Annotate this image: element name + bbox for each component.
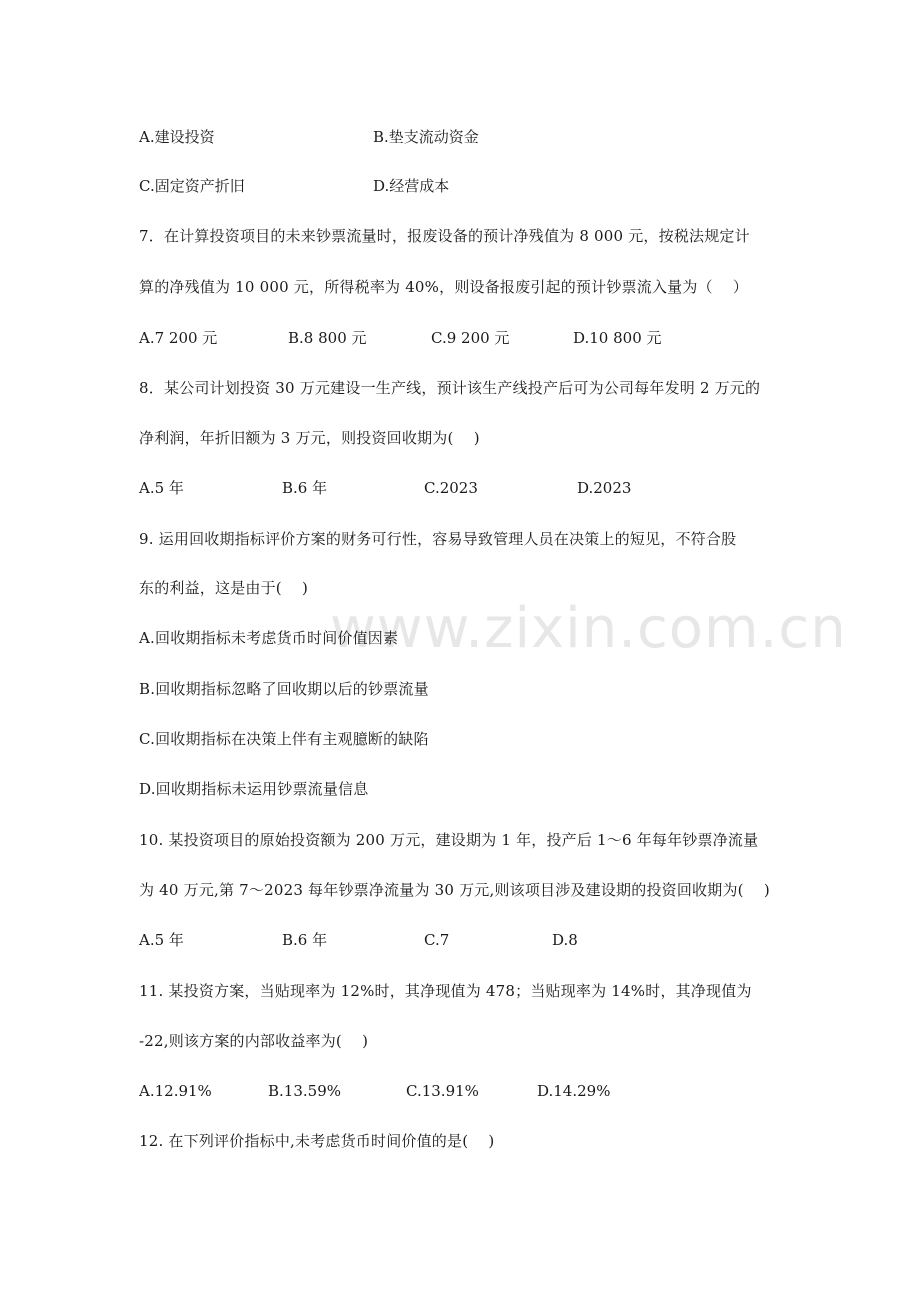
q8-option-c: C.2023 <box>424 479 478 497</box>
q9-option-c: C.回收期指标在决策上伴有主观臆断的缺陷 <box>139 730 429 748</box>
q9-option-d: D.回收期指标未运用钞票流量信息 <box>139 780 369 798</box>
q8-option-b: B.6 年 <box>282 479 328 497</box>
q7-option-a: A.7 200 元 <box>139 329 218 347</box>
q6-option-b: B.垫支流动资金 <box>373 128 479 146</box>
q9-text-line1: 9. 运用回收期指标评价方案的财务可行性，容易导致管理人员在决策上的短见，不符合股 <box>139 530 737 548</box>
q10-option-b: B.6 年 <box>282 931 328 949</box>
q10-option-c: C.7 <box>424 931 450 949</box>
q6-option-c: C.固定资产折旧 <box>139 177 245 195</box>
q10-text-line1: 10. 某投资项目的原始投资额为 200 万元，建设期为 1 年，投产后 1～6 年每年钞票净流量 <box>139 831 759 849</box>
q11-option-d: D.14.29% <box>537 1082 611 1100</box>
q11-option-c: C.13.91% <box>406 1082 479 1100</box>
q8-option-a: A.5 年 <box>139 479 184 497</box>
q7-text-line2: 算的净残值为 10 000 元，所得税率为 40%，则设备报废引起的预计钞票流入量为（ ） <box>139 278 749 296</box>
q12-text-line1: 12. 在下列评价指标中,未考虑货币时间价值的是( ) <box>139 1132 495 1150</box>
q8-text-line1: 8．某公司计划投资 30 万元建设一生产线，预计该生产线投产后可为公司每年发明 2 万元的 <box>139 379 761 397</box>
q7-option-c: C.9 200 元 <box>431 329 510 347</box>
q9-option-a: A.回收期指标未考虑货币时间价值因素 <box>139 629 399 647</box>
q9-text-line2: 东的利益，这是由于( ) <box>139 579 309 597</box>
q6-option-d: D.经营成本 <box>373 177 450 195</box>
q8-text-line2: 净利润，年折旧额为 3 万元，则投资回收期为( ) <box>139 429 480 447</box>
q11-option-a: A.12.91% <box>139 1082 212 1100</box>
q11-text-line1: 11. 某投资方案，当贴现率为 12%时，其净现值为 478；当贴现率为 14%时，其净现值为 <box>139 982 752 1000</box>
q10-option-d: D.8 <box>552 931 578 949</box>
q9-option-b: B.回收期指标忽略了回收期以后的钞票流量 <box>139 680 429 698</box>
q7-option-d: D.10 800 元 <box>573 329 662 347</box>
q11-text-line2: -22,则该方案的内部收益率为( ) <box>139 1032 369 1050</box>
q7-option-b: B.8 800 元 <box>288 329 367 347</box>
q8-option-d: D.2023 <box>577 479 632 497</box>
q6-option-a: A.建设投资 <box>139 128 215 146</box>
q10-option-a: A.5 年 <box>139 931 184 949</box>
q11-option-b: B.13.59% <box>268 1082 341 1100</box>
q10-text-line2: 为 40 万元,第 7～2023 每年钞票净流量为 30 万元,则该项目涉及建设期的投资回收期为( ) <box>139 881 770 899</box>
watermark: www.zixin.com.cn <box>330 596 847 661</box>
q7-text-line1: 7．在计算投资项目的未来钞票流量时，报废设备的预计净残值为 8 000 元，按税法规定计 <box>139 227 750 245</box>
